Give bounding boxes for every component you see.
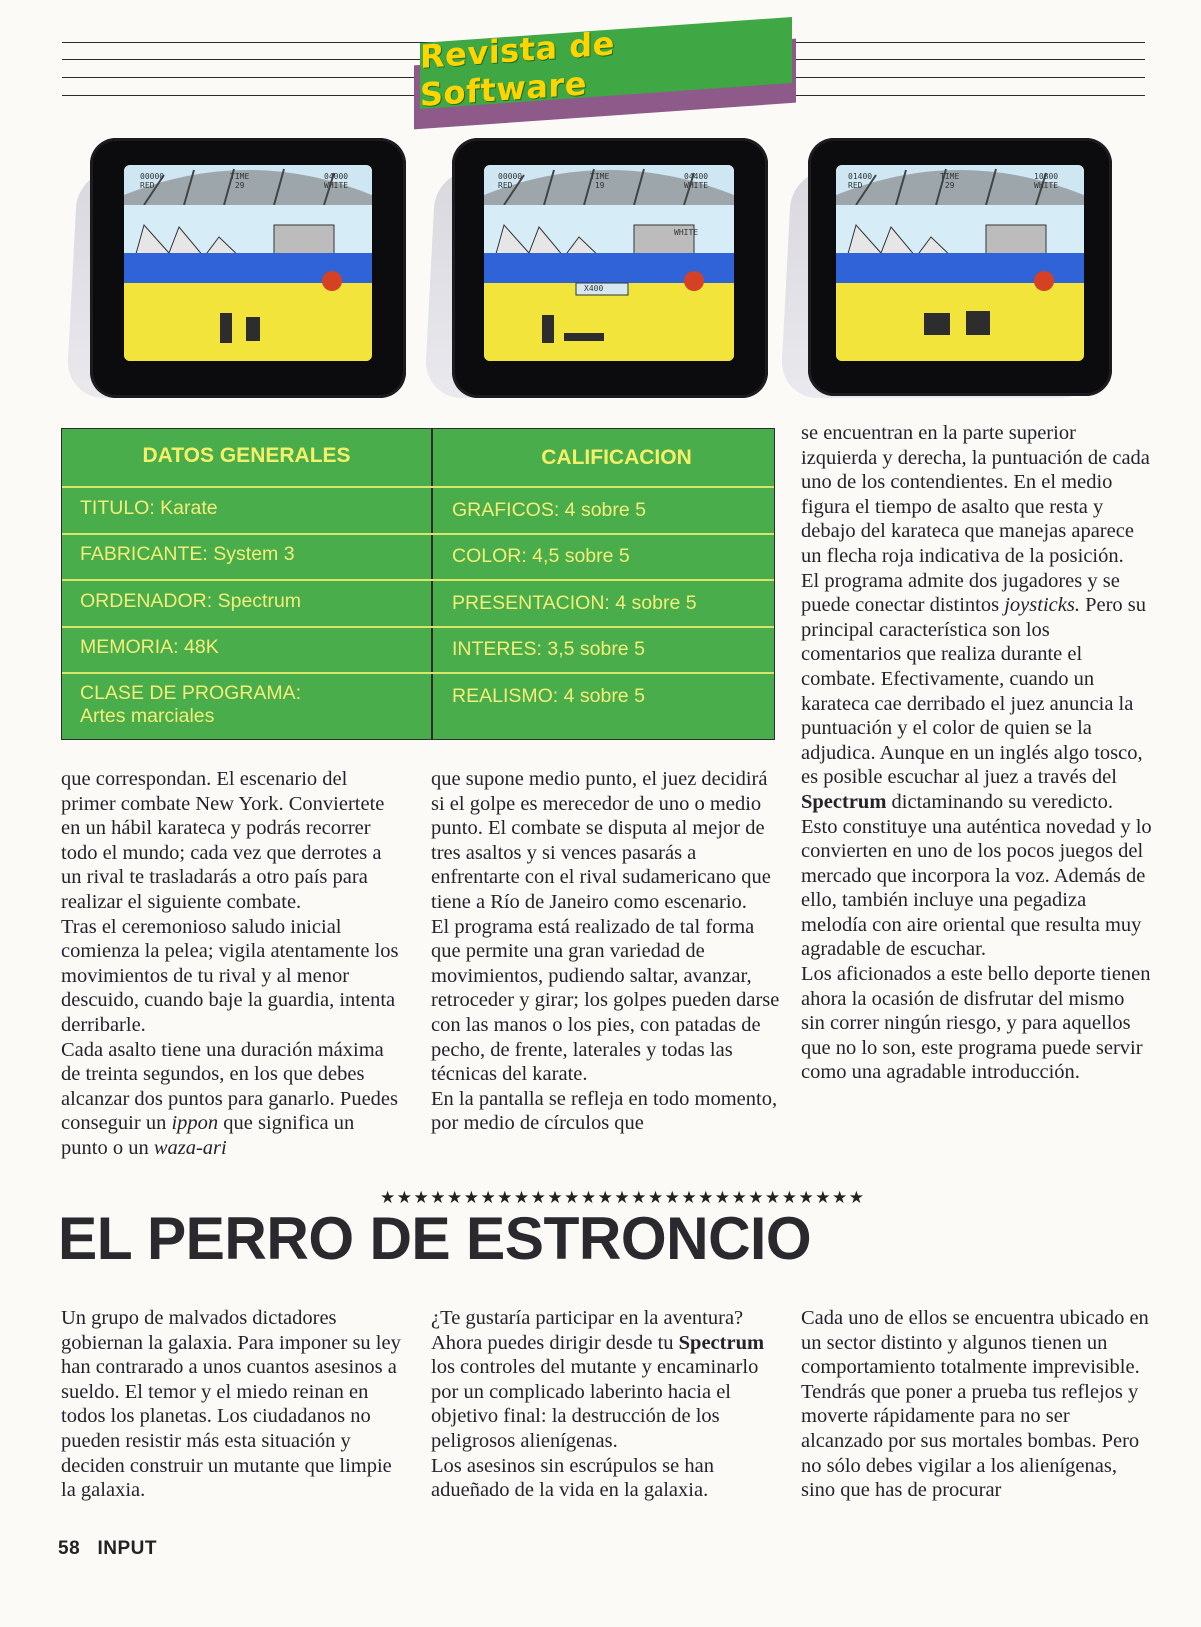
table-rule (62, 533, 774, 535)
screenshot-monitor-3 (808, 138, 1112, 396)
page-footer (58, 1538, 157, 1560)
time-value: 29 (944, 181, 955, 190)
table-cell: ORDENADOR: Spectrum (80, 590, 302, 612)
text-run: El programa admite dos jugadores y se puede conectar distintos (801, 569, 1120, 617)
data-table (61, 428, 775, 740)
game-screen-1 (124, 165, 372, 361)
section-title: Revista de Software (420, 24, 615, 115)
table-rule (62, 626, 774, 628)
table-header-right: CALIFICACION (541, 446, 692, 469)
text-run: Pero su principal característica son los comentarios que realiza durante el combate. Efectivamente, cuando un karateca cae derribado el juez anuncia la puntuación y el color de quien se la adjudica. Aunque en un inglés algo tosco, es posible escuchar al juez a través del (801, 594, 1147, 789)
article2-column-1 (61, 1306, 406, 1503)
text-run: ¿Te gustaría participar en la aventura? Ahora puedes dirigir desde tu (431, 1307, 744, 1354)
bold-term: Spectrum (801, 790, 887, 813)
table-cell: GRAFICOS: 4 sobre 5 (452, 499, 646, 521)
table-cell: Artes marciales (80, 705, 215, 727)
table-cell: COLOR: 4,5 sobre 5 (452, 545, 630, 567)
paragraph: que correspondan. El escenario del primer combate New York. Conviertete en un hábil karateca y podrás recorrer todo el mundo; cada vez que derrotes a un rival te trasladarás a otro país para realizar el siguiente combate. (61, 768, 385, 913)
text-run: que significa un punto o un (61, 1112, 355, 1159)
section-separator: ★★★★★★★★★★★★★★★★★★★★★★★★★★★★★ (380, 1188, 866, 1208)
paragraph (431, 1306, 781, 1454)
white-score: 04000 (324, 172, 349, 181)
paragraph: En la pantalla se refleja en todo momento, por medio de círculos que (431, 1087, 778, 1135)
white-score: 10800 (1034, 172, 1059, 181)
red-score: 00000 (140, 172, 165, 181)
paragraph: Los aficionados a este bello deporte tienen ahora la ocasión de disfrutar del mismo sin correr ningún riesgo, y para aquellos que no lo son, este programa puede servir como una agradable introducción. (801, 963, 1151, 1084)
table-divider (431, 429, 433, 739)
table-rule (62, 579, 774, 581)
white-label: WHITE (684, 181, 709, 190)
paragraph: que supone medio punto, el juez decidirá si el golpe es merecedor de uno o medio punto. El combate se disputa al mejor de tres asaltos y si vences pasarás a enfrentarte con el rival sudamericano que tiene a Río de Janeiro como escenario. (431, 768, 771, 913)
red-label: RED (848, 181, 863, 190)
red-score: 00000 (498, 172, 523, 181)
paragraph: Los asesinos sin escrúpulos se han adueñado de la vida en la galaxia. (431, 1454, 714, 1502)
white-score: 04400 (684, 172, 709, 181)
screenshot-monitor-1 (90, 138, 406, 398)
paragraph: Tras el ceremonioso saludo inicial comienza la pelea; vigila atentamente los movimientos de tu rival y al menor descuido, cuando baje la guardia, intenta derribarle. (61, 915, 399, 1036)
time-value: 19 (594, 181, 605, 190)
text-run: Cada asalto tiene una duración máxima de treinta segundos, en los que debes alcanzar dos puntos para ganarlo. Puedes conseguir un (61, 1038, 398, 1135)
table-cell: INTERES: 3,5 sobre 5 (452, 638, 645, 660)
table-header-left: DATOS GENERALES (142, 444, 351, 467)
white-badge: WHITE (674, 228, 699, 237)
article-column-1 (61, 767, 401, 1161)
screenshot-monitor-2 (452, 138, 768, 398)
table-cell: PRESENTACION: 4 sobre 5 (452, 592, 697, 614)
italic-term: ippon (171, 1112, 219, 1135)
table-rule (62, 672, 774, 674)
time-value: 29 (234, 181, 245, 190)
paragraph (61, 1038, 401, 1161)
text-run: dictaminando su veredicto. Esto constituye una auténtica novedad y lo convierten en uno de los pocos juegos del mercado que incorpora la voz. Además de ello, también incluye una pegadiza melodía con aire oriental que resulta muy agradable de escuchar. (801, 790, 1152, 961)
paragraph: se encuentran en la parte superior izquierda y derecha, la puntuación de cada uno de los contendientes. En el medio figura el tiempo de asalto que resta y debajo del karateca que manejas aparece un flecha roja indicativa de la posición. (801, 422, 1150, 567)
red-label: RED (498, 181, 513, 190)
table-rule (62, 486, 774, 488)
page-number: 58 (58, 1538, 81, 1559)
white-label: WHITE (1034, 181, 1059, 190)
bold-term: Spectrum (678, 1331, 765, 1354)
paragraph: Cada uno de ellos se encuentra ubicado en un sector distinto y algunos tienen un comportamiento totalmente imprevisible. Tendrás que poner a prueba tus reflejos y moverte rápidamente para no ser alcanzado por sus mortales bombas. Pero no sólo debes vigilar a los alienígenas, sino que has de procurar (801, 1307, 1149, 1502)
game-screen-2 (484, 165, 734, 361)
article2-column-3 (801, 1306, 1153, 1503)
table-cell: TITULO: Karate (80, 497, 218, 519)
white-label: WHITE (324, 181, 349, 190)
time-label: TIME (230, 172, 250, 181)
bonus-label: X400 (584, 284, 604, 293)
table-cell: REALISMO: 4 sobre 5 (452, 685, 645, 707)
italic-term: joysticks. (1004, 594, 1080, 617)
italic-term: waza-ari (153, 1136, 227, 1159)
text-run: los controles del mutante y encaminarlo por un complicado laberinto hacia el objetivo final: la destrucción de los peligrosos alienígenas. (431, 1356, 759, 1452)
paragraph: Un grupo de malvados dictadores gobiernan la galaxia. Para imponer su ley han contrarado a unos cuantos asesinos a sueldo. El temor y el miedo reinan en todos los planetas. Los ciudadanos no pueden resistir más esta situación y deciden construir un mutante que limpie la galaxia. (61, 1307, 401, 1502)
table-cell: MEMORIA: 48K (80, 636, 219, 658)
red-score: 01400 (848, 172, 873, 181)
paragraph (801, 569, 1153, 963)
article-column-2 (431, 767, 781, 1136)
paragraph: El programa está realizado de tal forma que permite una gran variedad de movimientos, pudiendo saltar, avanzar, retroceder y girar; los golpes pueden darse con las manos o los pies, con patadas de pecho, de frente, laterales y todas las técnicas del karate. (431, 915, 780, 1086)
game-screen-3 (836, 165, 1084, 361)
table-cell: CLASE DE PROGRAMA: (80, 682, 302, 704)
table-cell: FABRICANTE: System 3 (80, 543, 295, 565)
time-label: TIME (940, 172, 960, 181)
article-title: EL PERRO DE ESTRONCIO (58, 1205, 812, 1272)
magazine-name: INPUT (97, 1538, 157, 1559)
time-label: TIME (590, 172, 610, 181)
red-label: RED (140, 181, 155, 190)
article-column-3 (801, 421, 1153, 1085)
article2-column-2 (431, 1306, 781, 1503)
